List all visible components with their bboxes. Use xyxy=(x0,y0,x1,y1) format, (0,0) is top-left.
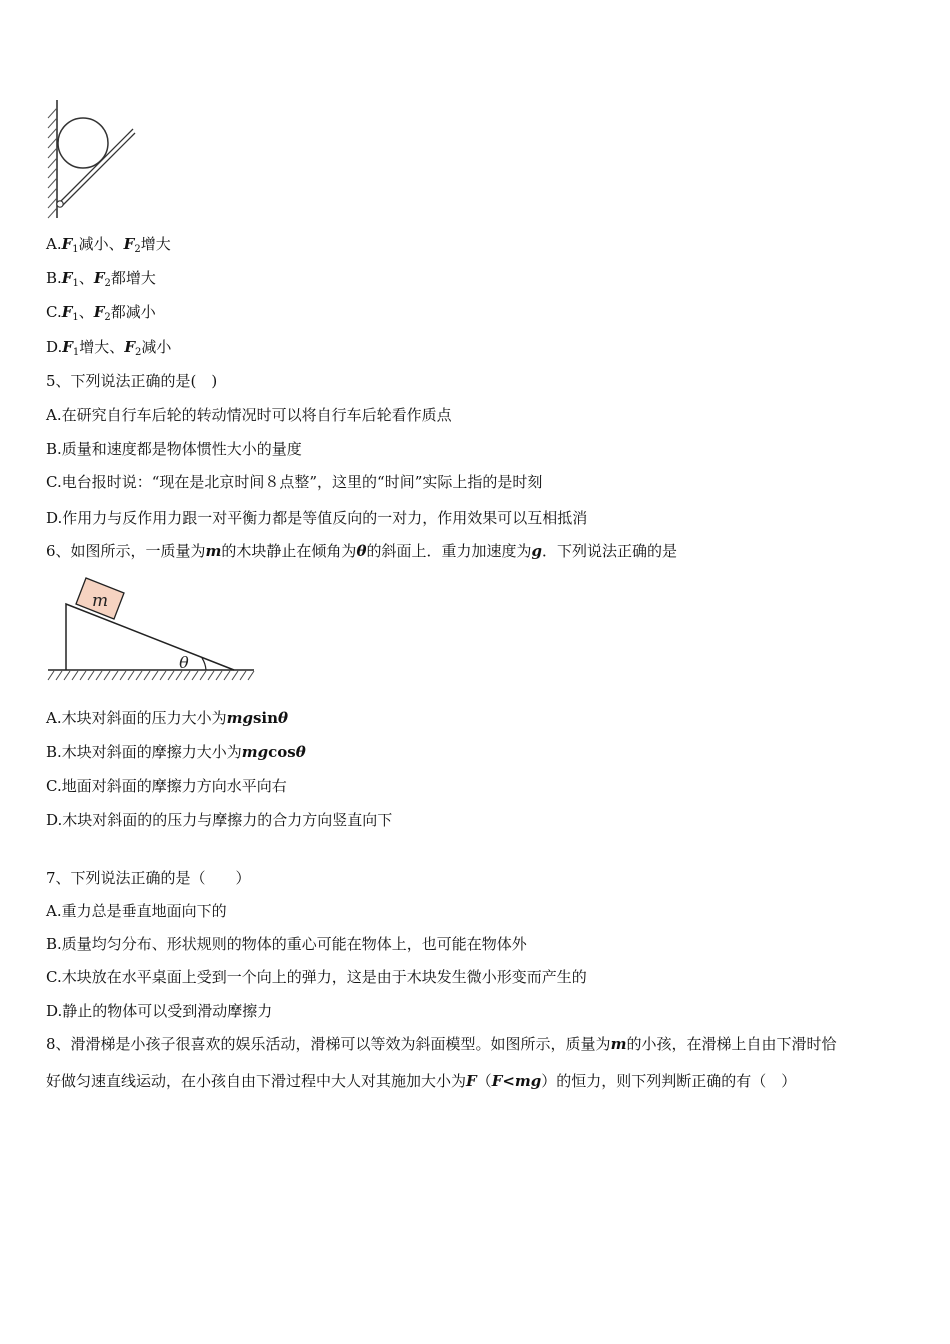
q8-stem-line2: 好做匀速直线运动，在小孩自由下滑过程中大人对其施加大小为F（F<mg）的恒力，则下列判断正确的有（ ） xyxy=(46,1072,797,1090)
block-on-incline-figure xyxy=(46,574,258,686)
q6-option-c: C.地面对斜面的摩擦力方向水平向右 xyxy=(46,777,287,795)
q5-option-b: B.质量和速度都是物体惯性大小的量度 xyxy=(46,440,302,458)
q5-option-d: D.作用力与反作用力跟一对平衡力都是等值反向的一对力，作用效果可以互相抵消 xyxy=(46,509,588,527)
q5-option-a: A.在研究自行车后轮的转动情况时可以将自行车后轮看作质点 xyxy=(46,406,452,424)
q7-stem: 7、下列说法正确的是（ ） xyxy=(46,869,251,887)
q7-option-d: D.静止的物体可以受到滑动摩擦力 xyxy=(46,1002,273,1020)
q4-option-c: $C.F_1$、$F_2$都减小 xyxy=(46,303,156,323)
q6-option-a: A.木块对斜面的压力大小为mgsinθ xyxy=(46,709,289,727)
q7-option-a: A.重力总是垂直地面向下的 xyxy=(46,902,227,920)
ball-wall-board-figure xyxy=(40,100,140,222)
q4-option-a: $A.F_1$减小、$F_2$增大 xyxy=(46,235,171,255)
block-label: m xyxy=(91,591,109,611)
q5-stem: 5、下列说法正确的是( ) xyxy=(46,372,218,390)
q4-option-b: $B.F_1$、$F_2$都增大 xyxy=(46,269,156,289)
q7-option-c: C.木块放在水平桌面上受到一个向上的弹力，这是由于木块发生微小形变而产生的 xyxy=(46,968,587,986)
q7-option-b: B.质量均匀分布、形状规则的物体的重心可能在物体上，也可能在物体外 xyxy=(46,935,527,953)
angle-label: θ xyxy=(179,653,189,672)
q6-stem: 6、如图所示，一质量为m的木块静止在倾角为θ的斜面上．重力加速度为g．下列说法正确的是 xyxy=(46,542,677,560)
q6-option-d: D.木块对斜面的的压力与摩擦力的合力方向竖直向下 xyxy=(46,811,393,829)
q8-stem-line1: 8、滑滑梯是小孩子很喜欢的娱乐活动，滑梯可以等效为斜面模型。如图所示，质量为m的小孩，在滑梯上自由下滑时恰 xyxy=(46,1035,837,1053)
q4-option-d: $D.F_1$增大、$F_2$减小 xyxy=(46,338,172,358)
q6-option-b: B.木块对斜面的摩擦力大小为mgcosθ xyxy=(46,743,306,761)
q5-option-c: C.电台报时说：“现在是北京时间８点整”，这里的“时间”实际上指的是时刻 xyxy=(46,473,543,491)
